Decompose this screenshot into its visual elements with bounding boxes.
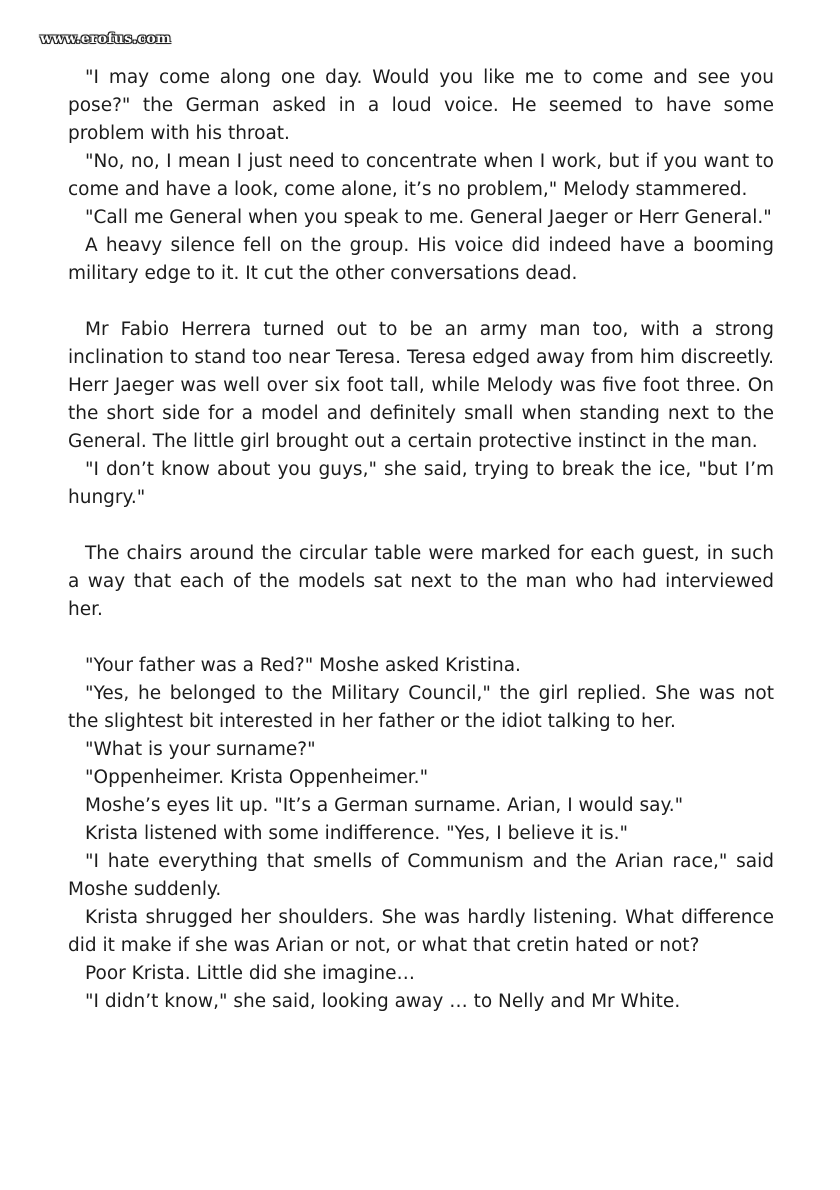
paragraph: "Your father was a Red?" Moshe asked Kristina. [85, 655, 521, 676]
paragraph: "I hate everything that smells of Communism and the Arian race," said Moshe suddenly. [68, 851, 774, 900]
book-page-text [68, 64, 774, 1016]
paragraph: A heavy silence fell on the group. His voice did indeed have a booming military edge to it. It cut the other conversations dead. [68, 235, 774, 284]
paragraph: "I didn’t know," she said, looking away … to Nelly and Mr White. [85, 991, 681, 1012]
paragraph: "I may come along one day. Would you like me to come and see you pose?" the German asked in a loud voice. He seemed to have some problem with his throat. [68, 67, 774, 144]
paragraph: "Call me General when you speak to me. General Jaeger or Herr General." [85, 207, 772, 228]
paragraph: "No, no, I mean I just need to concentrate when I work, but if you want to come and have a look, come alone, it’s no problem," Melody stammered. [68, 151, 774, 200]
paragraph: "What is your surname?" [85, 739, 316, 760]
section-break [68, 288, 774, 316]
paragraph: "Oppenheimer. Krista Oppenheimer." [85, 767, 429, 788]
paragraph: "Yes, he belonged to the Military Council," the girl replied. She was not the slightest bit interested in her father or the idiot talking to her. [68, 683, 774, 732]
section-break [68, 512, 774, 540]
section-break [68, 624, 774, 652]
paragraph: Krista listened with some indifference. "Yes, I believe it is." [85, 823, 629, 844]
paragraph: "I don’t know about you guys," she said, trying to break the ice, "but I’m hungry." [68, 459, 774, 508]
paragraph: Krista shrugged her shoulders. She was hardly listening. What difference did it make if she was Arian or not, or what that cretin hated or not? [68, 907, 774, 956]
paragraph: Mr Fabio Herrera turned out to be an army man too, with a strong inclination to stand too near Teresa. Teresa edged away from him discreetly. Herr Jaeger was well over six foot tall, while Melody was five foot three. On the short side for a model and definitely small when standing next to the General. The little girl brought out a certain protective instinct in the man. [68, 319, 774, 452]
paragraph: Moshe’s eyes lit up. "It’s a German surname. Arian, I would say." [85, 795, 684, 816]
paragraph: The chairs around the circular table were marked for each guest, in such a way that each of the models sat next to the man who had interviewed her. [68, 543, 774, 620]
paragraph: Poor Krista. Little did she imagine… [85, 963, 415, 984]
site-watermark: www.erofus.com [40, 31, 172, 47]
